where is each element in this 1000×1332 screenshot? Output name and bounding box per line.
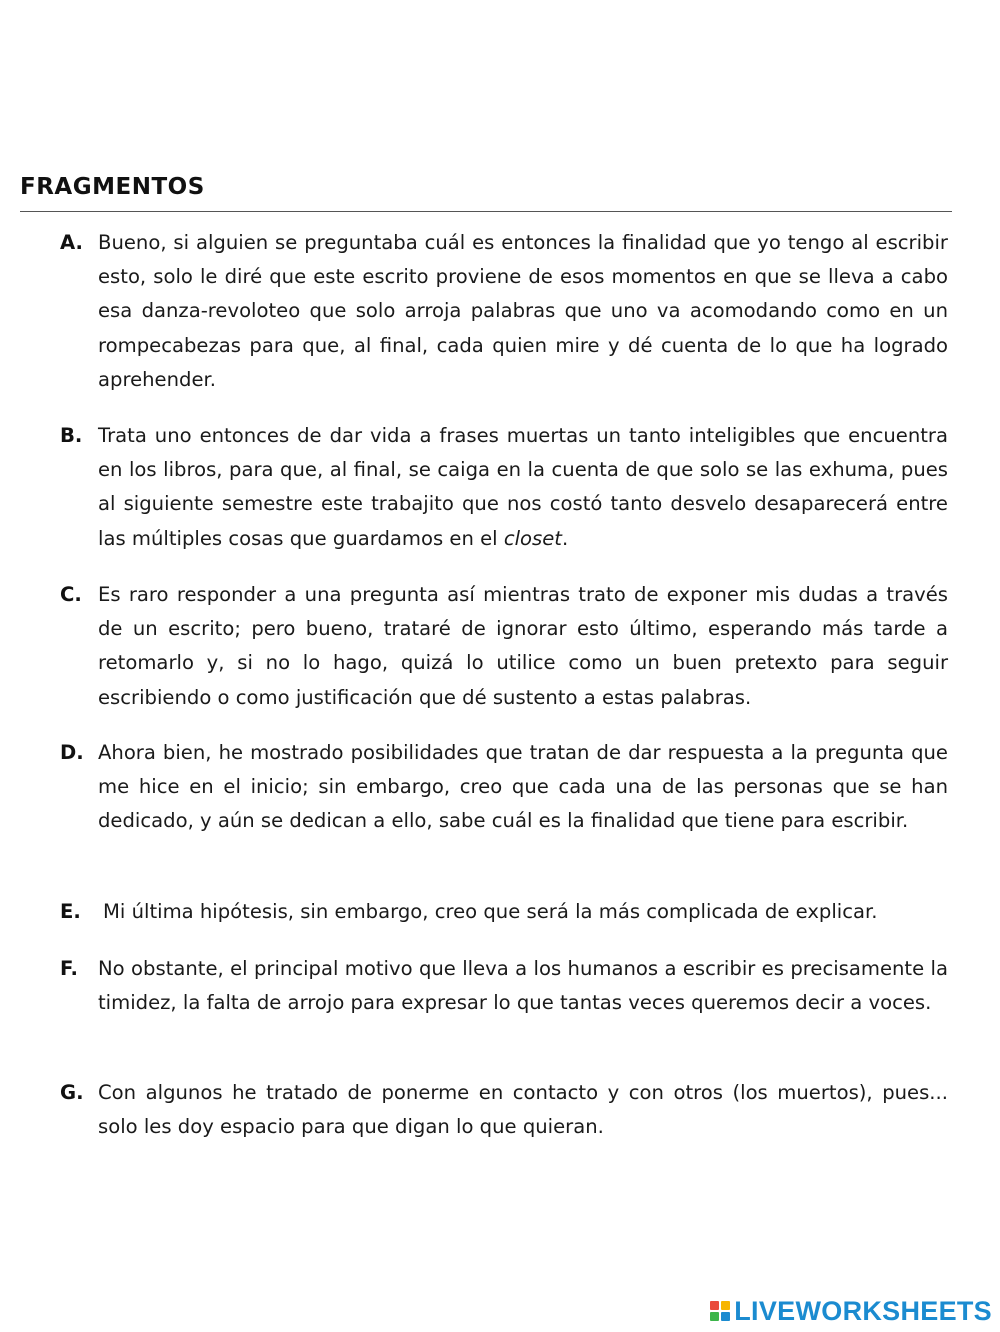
fragment-e <box>60 895 948 929</box>
fragment-text-italic: closet <box>503 526 562 550</box>
fragment-text-main: Trata uno entonces de dar vida a frases muertas un tanto inteligibles que encuentra en los libros, para que, al final, se caiga en la cuenta de que solo se las exhuma, pues al siguiente semestre este trabajito que nos costó tanto desvelo desaparecerá entre las múltiples cosas que guardamos en el <box>98 424 948 550</box>
fragment-text: Ahora bien, he mostrado posibilidades que tratan de dar respuesta a la pregunta que me hice en el inicio; sin embargo, creo que cada una de las personas que se han dedicado, y aún se dedican a ello, sabe cuál es la finalidad que tiene para escribir. <box>98 741 948 833</box>
logo-square <box>721 1312 730 1321</box>
liveworksheets-logo-icon <box>710 1301 730 1321</box>
logo-square <box>721 1301 730 1310</box>
fragment-f <box>60 952 948 1020</box>
fragment-text: Bueno, si alguien se preguntaba cuál es entonces la finalidad que yo tengo al escribir esto, solo le diré que este escrito proviene de esos momentos en que se lleva a cabo esa danza-revoloteo que solo arroja palabras que uno va acomodando como en un rompecabezas para que, al final, cada quien mire y dé cuenta de lo que ha logrado aprehender. <box>98 231 948 391</box>
logo-square <box>710 1301 719 1310</box>
fragment-text: Es raro responder a una pregunta así mientras trato de exponer mis dudas a través de un escrito; pero bueno, trataré de ignorar esto último, esperando más tarde a retomarlo y, si no lo hago, quizá lo utilice como un buen pretexto para seguir escribiendo o como justificación que dé sustento a estas palabras. <box>98 583 948 709</box>
fragment-letter: B. <box>60 424 83 447</box>
fragment-letter: A. <box>60 231 83 254</box>
section-heading: FRAGMENTOS <box>20 174 205 200</box>
fragment-text <box>98 419 948 556</box>
logo-square <box>710 1312 719 1321</box>
fragment-letter: F. <box>60 957 78 980</box>
fragment-text: Con algunos he tratado de ponerme en contacto y con otros (los muertos), pues... solo les doy espacio para que digan lo que quieran. <box>98 1081 948 1139</box>
fragment-text: No obstante, el principal motivo que lleva a los humanos a escribir es precisamente la timidez, la falta de arrojo para expresar lo que tantas veces queremos decir a voces. <box>98 957 948 1015</box>
fragment-text-end: . <box>562 526 569 550</box>
fragment-letter: C. <box>60 583 82 606</box>
brand-name: LIVEWORKSHEETS <box>734 1295 992 1326</box>
fragment-d <box>60 736 948 839</box>
fragment-letter: G. <box>60 1081 84 1104</box>
fragment-b <box>60 419 948 556</box>
fragment-letter: E. <box>60 900 81 923</box>
fragment-g <box>60 1076 948 1144</box>
fragment-c <box>60 578 948 715</box>
liveworksheets-watermark <box>710 1296 992 1326</box>
fragment-text: Mi última hipótesis, sin embargo, creo que será la más complicada de explicar. <box>103 900 878 923</box>
fragment-letter: D. <box>60 741 84 764</box>
fragment-a <box>60 226 948 397</box>
heading-divider <box>20 211 952 212</box>
